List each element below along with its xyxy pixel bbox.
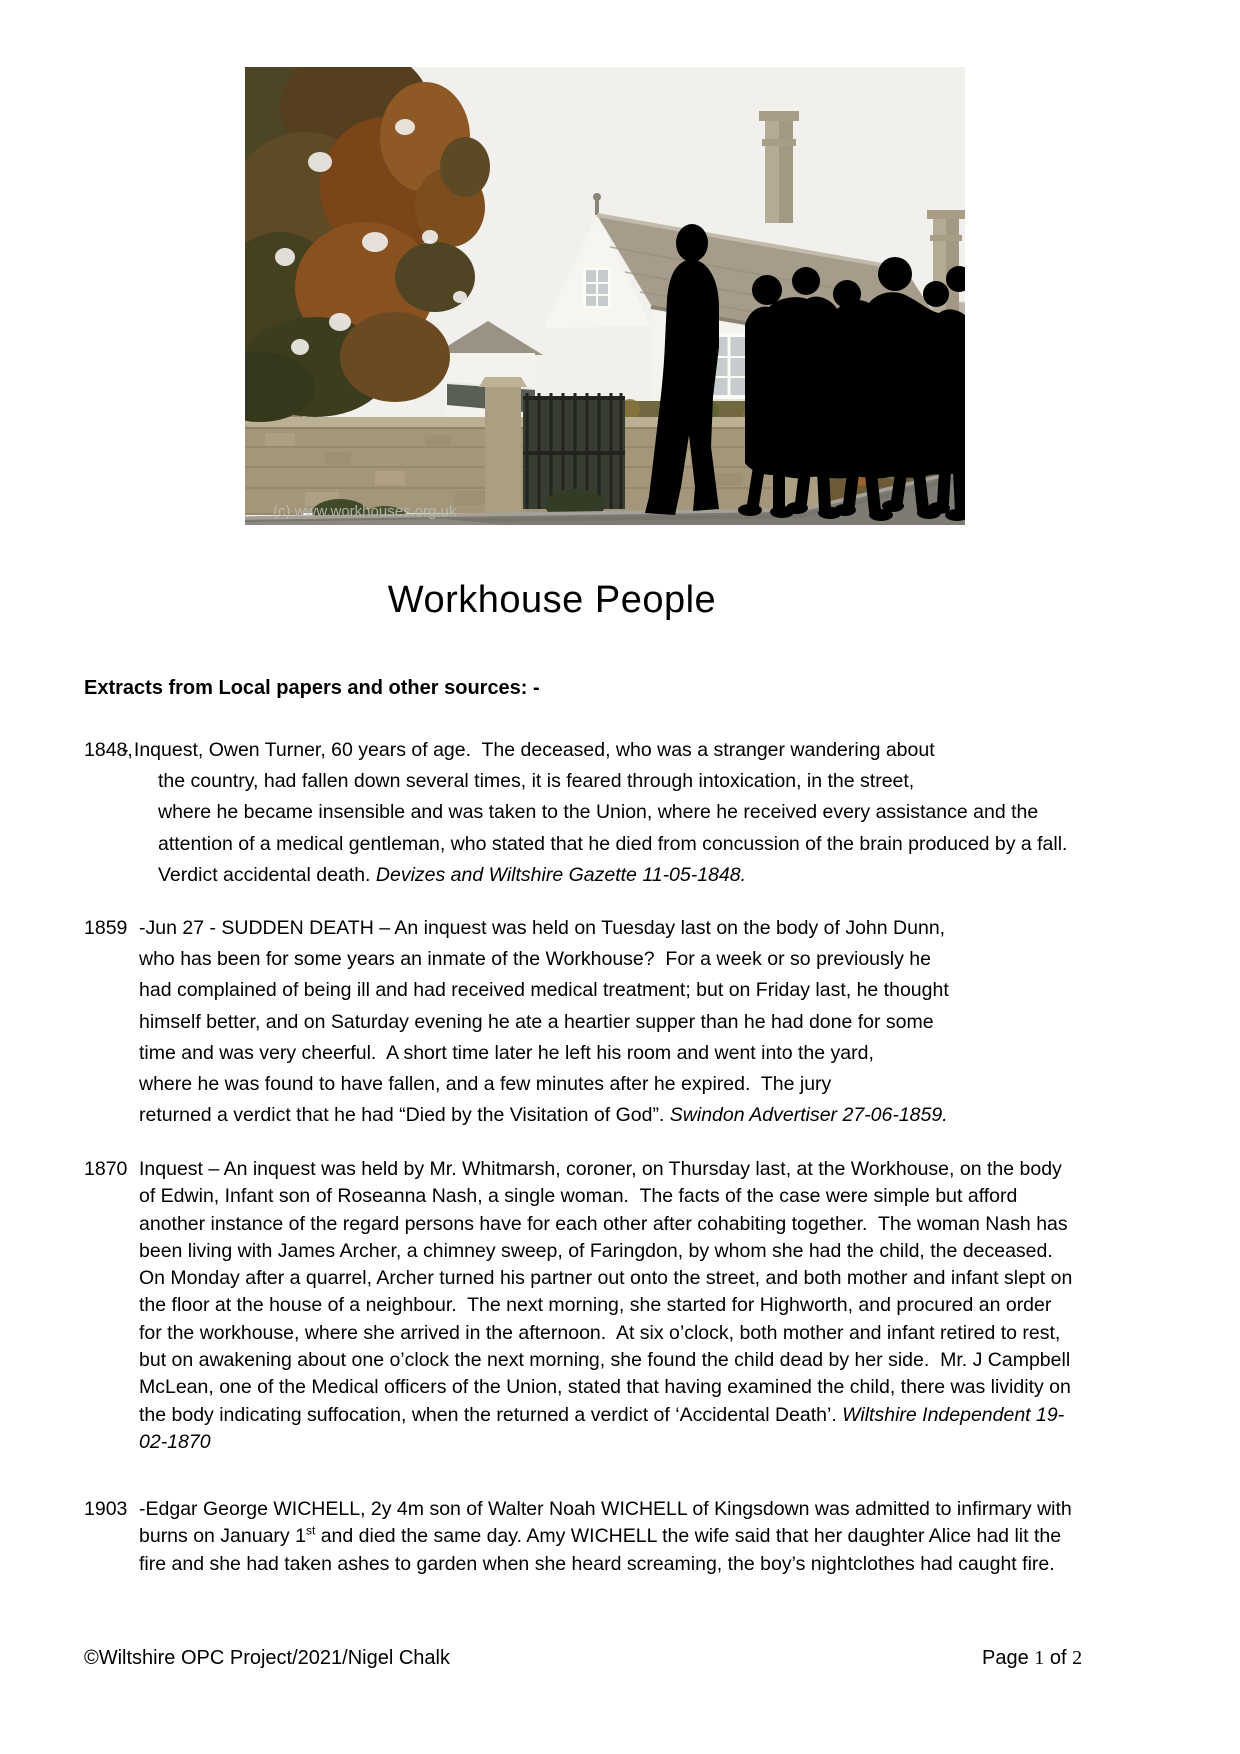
entry-line: burns on January 1st and died the same day. Amy WICHELL the wife said that her daughter Alice had lit the [139,1523,1062,1548]
page-number: 1 [1034,1647,1045,1669]
entry-year: 1848, [84,739,133,761]
entry-line: had complained of being ill and had received medical treatment; but on Friday last, he thought [139,979,949,1002]
section-heading: Extracts from Local papers and other sources: - [84,677,540,699]
entry-line: time and was very cheerful. A short time later he left his room and went into the yard, [139,1041,874,1064]
entry-line: another instance of the regard persons have for each other after cohabiting together. The woman Nash has [139,1212,1068,1235]
entry-line: On Monday after a quarrel, Archer turned his partner out onto the street, and both mother and infant slept on [139,1267,1073,1290]
entry-line: attention of a medical gentleman, who stated that he died from concussion of the brain produced by a fall. [158,832,1068,855]
entry-line: but on awakening about one o’clock the next morning, she found the child dead by her side. Mr. J Campbell [139,1349,1071,1372]
page-title: Workhouse People [387,579,717,621]
page-label-of: of [1044,1647,1073,1669]
entry-line: returned a verdict that he had “Died by the Visitation of God”. Swindon Advertiser 27-06-1859. [139,1104,948,1127]
entry-year: 1870 [84,1158,128,1180]
entry-line: for the workhouse, where she arrived in the afternoon. At six o’clock, both mother and infant retired to rest, [139,1321,1061,1344]
entry-line: fire and she had taken ashes to garden when she heard screaming, the boy’s nightclothes had caught fire. [139,1552,1055,1575]
entry-line: -Jun 27 - SUDDEN DEATH – An inquest was held on Tuesday last on the body of John Dunn, [139,917,946,939]
entry-line: who has been for some years an inmate of the Workhouse? For a week or so previously he [139,948,931,971]
entry-line: Verdict accidental death. Devizes and Wiltshire Gazette 11-05-1848. [158,863,747,886]
entry-line: the floor at the house of a neighbour. The next morning, she started for Highworth, and procured an order [139,1294,1052,1317]
entry-line: 02-1870 [139,1430,211,1453]
entry-line: -Edgar George WICHELL, 2y 4m son of Walter Noah WICHELL of Kingsdown was admitted to infirmary with [139,1498,1072,1520]
entry-line: himself better, and on Saturday evening he ate a heartier supper than he had done for some [139,1010,934,1033]
entry-year: 1903 [84,1498,128,1520]
entry-line: of Edwin, Infant son of Roseanna Nash, a single woman. The facts of the case were simple but afford [139,1185,1018,1208]
page-total: 2 [1072,1647,1083,1669]
entry-line: McLean, one of the Medical officers of the Union, stated that having examined the child, there was lividity on [139,1376,1071,1399]
entry-year: 1859 [84,917,128,939]
entry-line: where he became insensible and was taken to the Union, where he received every assistance and the [158,801,1039,824]
entry-line: - Inquest, Owen Turner, 60 years of age. The deceased, who was a stranger wandering about [122,739,935,761]
entry-line: the body indicating suffocation, when the returned a verdict of ‘Accidental Death’. Wiltshire Independent 19- [139,1403,1065,1426]
photo-watermark: (c) www.workhouses.org.uk [273,503,457,520]
entry-line: where he was found to have fallen, and a few minutes after he expired. The jury [139,1073,832,1096]
page-label-prefix: Page [982,1647,1035,1669]
entry-line: Inquest – An inquest was held by Mr. Whitmarsh, coroner, on Thursday last, at the Workhouse, on the body [139,1158,1062,1180]
page-number-label [982,1645,1082,1671]
copyright-text: ©Wiltshire OPC Project/2021/Nigel Chalk [84,1647,450,1669]
entry-line: the country, had fallen down several times, it is feared through intoxication, in the street, [158,770,915,793]
entry-line: been living with James Archer, a chimney sweep, of Faringdon, by whom she had the child, the deceased. [139,1239,1053,1262]
